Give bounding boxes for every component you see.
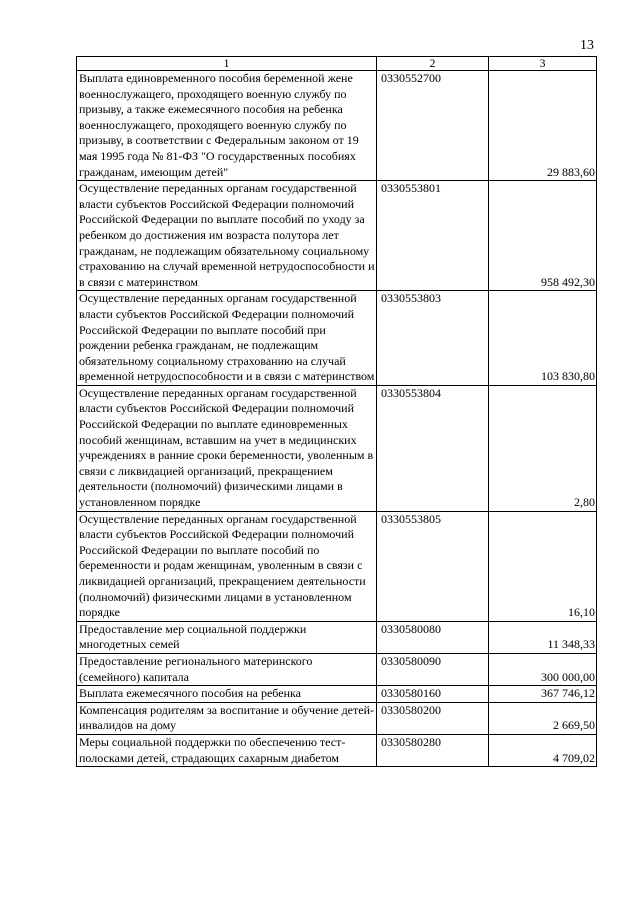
row-code: 0330553804 [377, 385, 489, 511]
row-code: 0330552700 [377, 71, 489, 181]
row-code: 0330580080 [377, 621, 489, 653]
row-code: 0330580090 [377, 653, 489, 685]
row-amount: 11 348,33 [489, 621, 597, 653]
row-description: Выплата ежемесячного пособия на ребенка [77, 686, 377, 703]
table-row [77, 686, 597, 703]
row-amount: 2,80 [489, 385, 597, 511]
row-code: 0330580280 [377, 734, 489, 766]
row-description: Предоставление мер социальной поддержки многодетных семей [77, 621, 377, 653]
table-row [77, 71, 597, 181]
row-code: 0330553801 [377, 181, 489, 291]
table-row [77, 653, 597, 685]
table-body [77, 71, 597, 767]
table-row [77, 734, 597, 766]
table-header [77, 57, 597, 71]
row-amount: 367 746,12 [489, 686, 597, 703]
table-row [77, 385, 597, 511]
row-code: 0330553805 [377, 511, 489, 621]
row-amount: 103 830,80 [489, 291, 597, 386]
row-description: Меры социальной поддержки по обеспечению тест-полосками детей, страдающих сахарным диабетом [77, 734, 377, 766]
row-amount: 2 669,50 [489, 702, 597, 734]
row-amount: 4 709,02 [489, 734, 597, 766]
table-row [77, 621, 597, 653]
table-row [77, 702, 597, 734]
table-row [77, 181, 597, 291]
row-code: 0330553803 [377, 291, 489, 386]
row-description: Осуществление переданных органам государственной власти субъектов Российской Федерации полномочий Российской Федерации по выплате пособий по беременности и родам женщинам, уволенным в связи с ликвидацией организаций, прекращением деятельности (полномочий) физическими лицами в установленном порядке [77, 511, 377, 621]
header-row [77, 57, 597, 71]
budget-table [76, 56, 597, 767]
row-amount: 16,10 [489, 511, 597, 621]
row-amount: 29 883,60 [489, 71, 597, 181]
row-description: Предоставление регионального материнского (семейного) капитала [77, 653, 377, 685]
row-amount: 958 492,30 [489, 181, 597, 291]
row-code: 0330580200 [377, 702, 489, 734]
row-description: Осуществление переданных органам государственной власти субъектов Российской Федерации полномочий Российской Федерации по выплате пособий при рождении ребенка гражданам, не подлежащим обязательному социальному страхованию на случай временной нетрудоспособности и в связи с материнством [77, 291, 377, 386]
row-description: Осуществление переданных органам государственной власти субъектов Российской Федерации полномочий Российской Федерации по выплате пособий по уходу за ребенком до достижения им возраста полутора лет гражданам, не подлежащим обязательному социальному страхованию на случай временной нетрудоспособности и в связи с материнством [77, 181, 377, 291]
header-col-2: 2 [377, 57, 489, 71]
row-description: Компенсация родителям за воспитание и обучение детей-инвалидов на дому [77, 702, 377, 734]
header-col-1: 1 [77, 57, 377, 71]
table-row [77, 291, 597, 386]
row-description: Выплата единовременного пособия беременной жене военнослужащего, проходящего военную службу по призыву, а также ежемесячного пособия на ребенка военнослужащего, проходящего военную службу по призыву, в соответствии с Федеральным законом от 19 мая 1995 года № 81-ФЗ "О государственных пособиях гражданам, имеющим детей" [77, 71, 377, 181]
page-number: 13 [580, 38, 594, 53]
header-col-3: 3 [489, 57, 597, 71]
row-description: Осуществление переданных органам государственной власти субъектов Российской Федерации полномочий Российской Федерации по выплате единовременных пособий женщинам, вставшим на учет в медицинских учреждениях в ранние сроки беременности, уволенным в связи с ликвидацией организаций, прекращением деятельности (полномочий) физическими лицами в установленном порядке [77, 385, 377, 511]
row-amount: 300 000,00 [489, 653, 597, 685]
table-row [77, 511, 597, 621]
row-code: 0330580160 [377, 686, 489, 703]
